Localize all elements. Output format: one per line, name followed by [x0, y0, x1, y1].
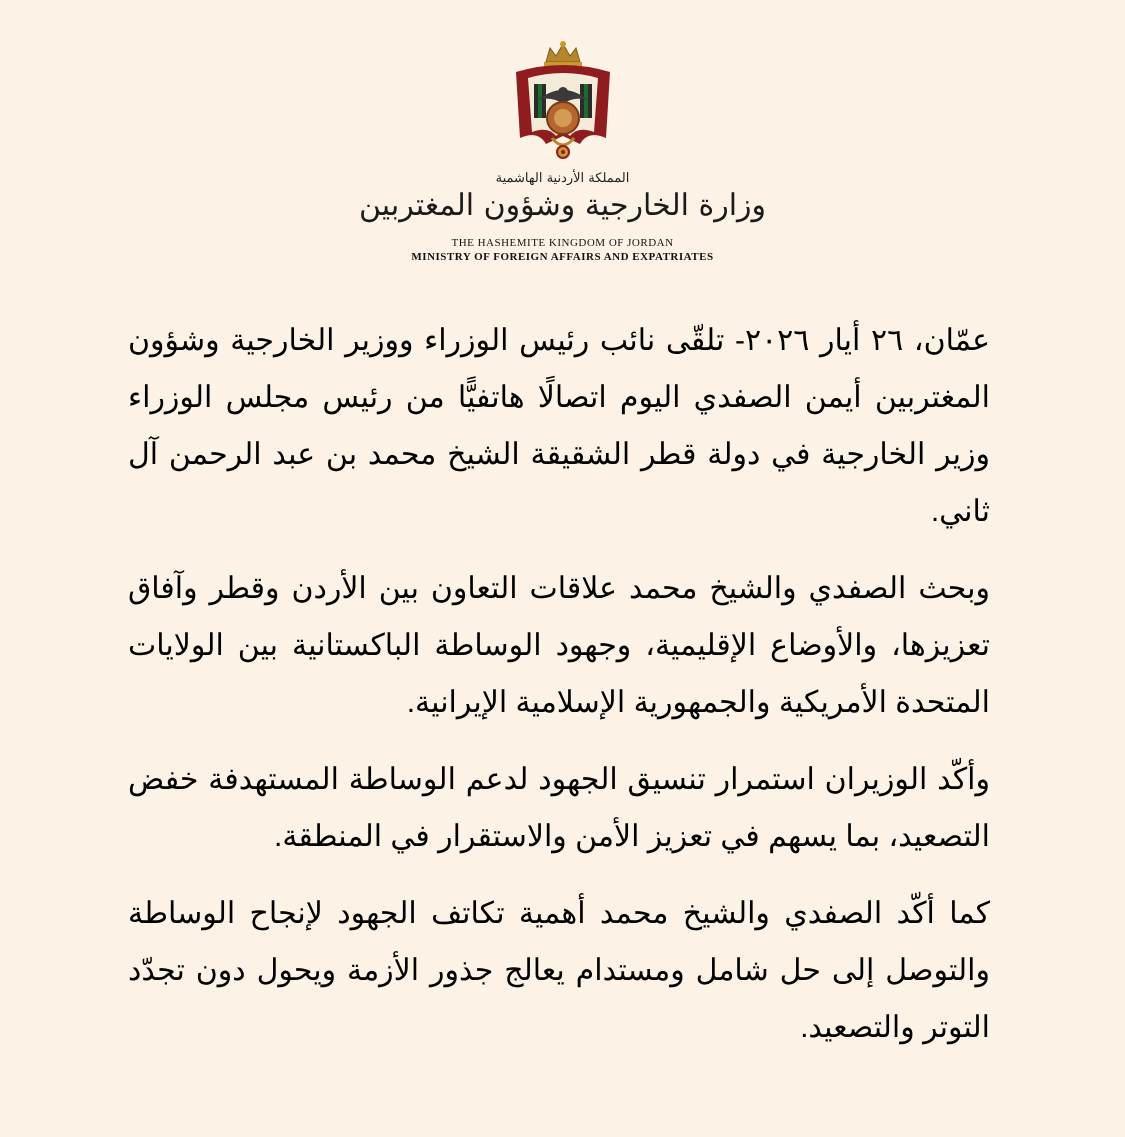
paragraph: وأكّد الوزيران استمرار تنسيق الجهود لدعم الوساطة المستهدفة خفض التصعيد، بما يسهم في تعزيز الأمن والاستقرار في المنطقة. [128, 763, 990, 853]
arabic-ministry-name: وزارة الخارجية وشؤون المغتربين [358, 188, 767, 223]
paragraph: كما أكّد الصفدي والشيخ محمد أهمية تكاتف الجهود لإنجاح الوساطة والتوصل إلى حل شامل ومستدام يعالج جذور الأزمة ويحول دون تجدّد التوتر والتصعيد. [128, 897, 990, 1044]
arabic-kingdom-name: المملكة الأردنية الهاشمية [495, 171, 630, 186]
english-kingdom-name: THE HASHEMITE KINGDOM OF JORDAN [451, 237, 674, 249]
press-release-body [128, 312, 990, 1076]
paragraph: عمّان، ٢٦ أيار ٢٠٢٦- تلقّى نائب رئيس الوزراء ووزير الخارجية وشؤون المغتربين أيمن الصفدي اليوم اتصالًا هاتفيًّا من رئيس مجلس الوزراء وزير الخارجية في دولة قطر الشقيقة الشيخ محمد بن عبد الرحمن آل ثاني. [128, 324, 991, 528]
english-ministry-name: MINISTRY OF FOREIGN AFFAIRS AND EXPATRIATES [411, 251, 714, 263]
letterhead [0, 40, 1125, 263]
paragraph: وبحث الصفدي والشيخ محمد علاقات التعاون بين الأردن وقطر وآفاق تعزيزها، والأوضاع الإقليمية، وجهود الوساطة الباكستانية بين الولايات المتحدة الأمريكية والجمهورية الإسلامية الإيرانية. [128, 572, 990, 719]
coat-of-arms-icon [508, 40, 618, 165]
